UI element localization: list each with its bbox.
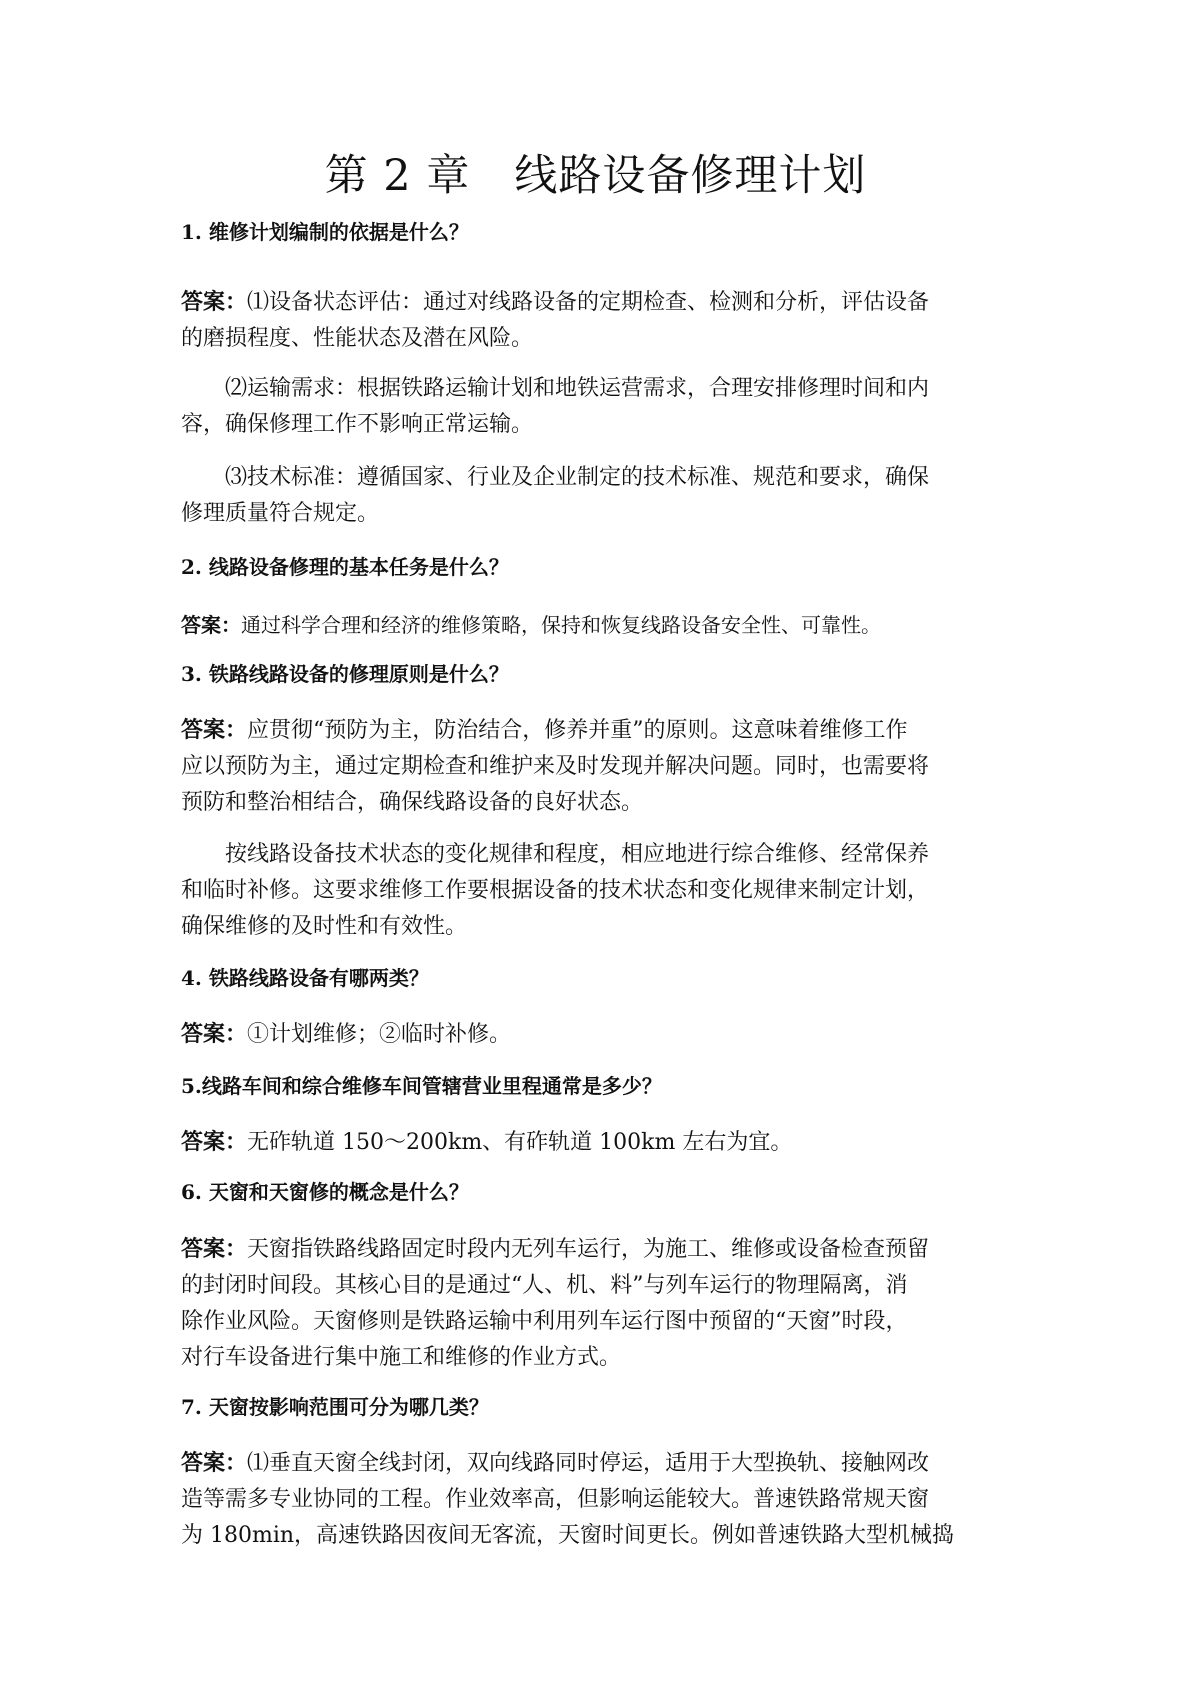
question-4: 4. 铁路线路设备有哪两类？ (181, 966, 429, 990)
answer-label: 答案： (181, 1129, 248, 1155)
answer-text: 的磨损程度、性能状态及潜在风险。 (181, 326, 534, 351)
question-3: 3. 铁路线路设备的修理原则是什么？ (181, 662, 509, 686)
answer-6 (181, 1231, 1011, 1376)
answer-text: 应以预防为主，通过定期检查和维护来及时发现并解决问题。同时，也需要将 (181, 754, 930, 779)
question-7: 7. 天窗按影响范围可分为哪几类？ (181, 1395, 489, 1419)
answer-label: 答案： (181, 1236, 248, 1262)
answer-text: 为 180min，高速铁路因夜间无客流，天窗时间更长。例如普速铁路大型机械捣 (181, 1523, 955, 1548)
question-5: 5.线路车间和综合维修车间管辖营业里程通常是多少？ (181, 1074, 662, 1098)
answer-2 (181, 609, 1011, 641)
chapter-title: 第 2 章 线路设备修理计划 (324, 151, 867, 201)
answer-3-para-1 (181, 712, 1011, 821)
answer-1-para-1 (181, 284, 1011, 357)
answer-text: 无砟轨道 150～200km、有砟轨道 100km 左右为宜。 (247, 1130, 793, 1155)
answer-1-para-2 (181, 371, 1011, 443)
answer-label: 答案： (181, 1450, 248, 1476)
question-1: 1. 维修计划编制的依据是什么？ (181, 220, 469, 244)
answer-label: 答案： (181, 1021, 248, 1047)
answer-text: 造等需多专业协同的工程。作业效率高，但影响运能较大。普速铁路常规天窗 (181, 1487, 930, 1512)
answer-text: 预防和整治相结合，确保线路设备的良好状态。 (181, 790, 644, 815)
answer-3-para-2 (181, 837, 1011, 945)
answer-text: 应贯彻“预防为主，防治结合，修养并重”的原则。这意味着维修工作 (247, 718, 908, 743)
answer-text: 天窗指铁路线路固定时段内无列车运行，为施工、维修或设备检查预留 (247, 1237, 930, 1262)
answer-4 (181, 1016, 1011, 1053)
answer-text: 通过科学合理和经济的维修策略，保持和恢复线路设备安全性、可靠性。 (241, 613, 881, 637)
answer-text: ①计划维修；②临时补修。 (247, 1022, 512, 1047)
answer-text: 确保维修的及时性和有效性。 (181, 914, 468, 939)
answer-text: 的封闭时间段。其核心目的是通过“人、机、料”与列车运行的物理隔离，消 (181, 1273, 908, 1298)
answer-text: ⑵运输需求：根据铁路运输计划和地铁运营需求，合理安排修理时间和内 (225, 376, 930, 401)
answer-text: 容，确保修理工作不影响正常运输。 (181, 412, 534, 437)
answer-label: 答案： (181, 613, 241, 637)
question-6: 6. 天窗和天窗修的概念是什么？ (181, 1180, 469, 1204)
answer-5 (181, 1124, 1011, 1161)
answer-7 (181, 1445, 1011, 1554)
answer-1-para-3 (181, 460, 1011, 532)
answer-text: 修理质量符合规定。 (181, 501, 380, 526)
answer-text: ⑴设备状态评估：通过对线路设备的定期检查、检测和分析，评估设备 (247, 290, 930, 315)
answer-text: 和临时补修。这要求维修工作要根据设备的技术状态和变化规律来制定计划， (181, 878, 930, 903)
answer-text: 对行车设备进行集中施工和维修的作业方式。 (181, 1345, 622, 1370)
answer-text: 按线路设备技术状态的变化规律和程度，相应地进行综合维修、经常保养 (225, 842, 930, 867)
answer-label: 答案： (181, 717, 248, 743)
answer-text: ⑴垂直天窗全线封闭，双向线路同时停运，适用于大型换轨、接触网改 (247, 1451, 930, 1476)
question-2: 2. 线路设备修理的基本任务是什么？ (181, 555, 509, 579)
answer-text: ⑶技术标准：遵循国家、行业及企业制定的技术标准、规范和要求，确保 (225, 465, 930, 490)
answer-label: 答案： (181, 289, 248, 315)
answer-text: 除作业风险。天窗修则是铁路运输中利用列车运行图中预留的“天窗”时段， (181, 1309, 908, 1334)
